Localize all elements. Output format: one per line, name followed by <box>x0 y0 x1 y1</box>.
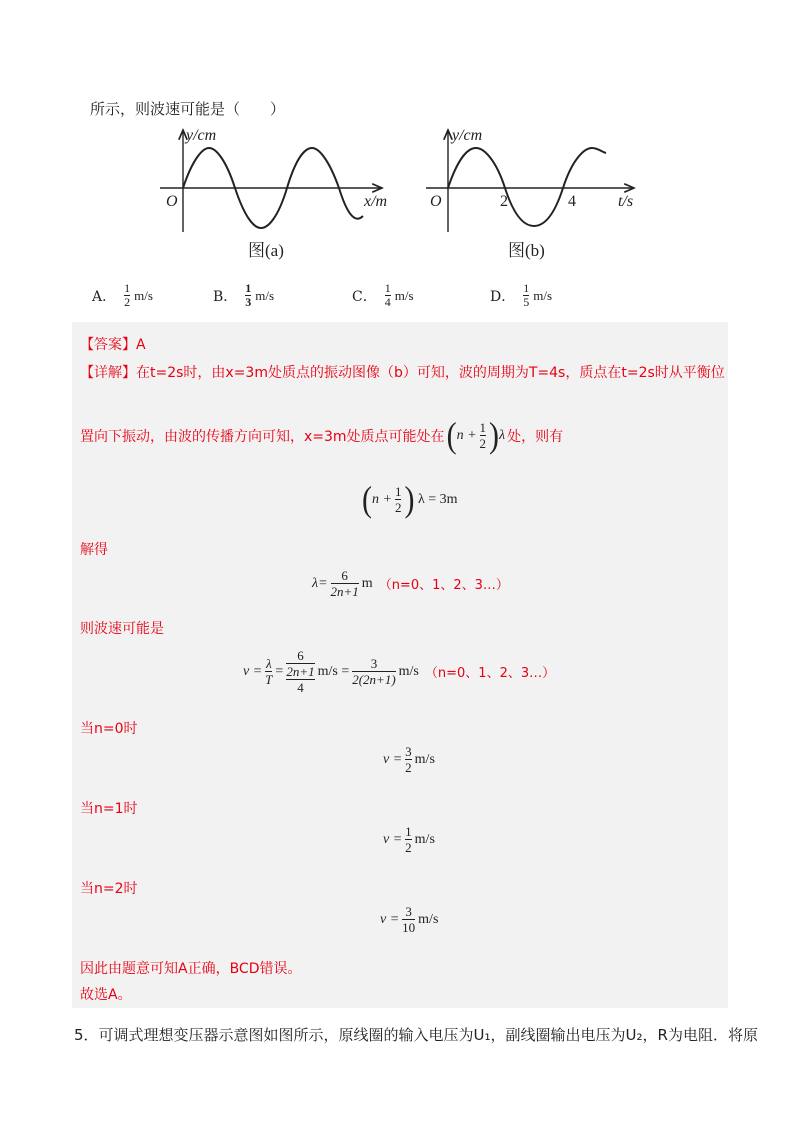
option-c-fraction: $\frac{1}{4}$ <box>384 281 391 309</box>
y-label-b: y/cm <box>452 127 483 144</box>
figure-a <box>150 120 410 269</box>
equation-2: λ= 6 2n+1 m （n=0、1、2、3…） <box>312 568 509 599</box>
case-0-equation: v = 3 2 m/s <box>383 744 435 775</box>
figure-b <box>418 120 658 269</box>
speed-intro: 则波速可能是 <box>80 621 164 637</box>
caption-b: 图(b) <box>508 241 545 260</box>
case-2-equation: v = 3 10 m/s <box>380 904 439 935</box>
equation-3: v = λ T = 6 2n+1 4 m/s = 3 2(2n+1) m/s （n=0、1、2、3…） <box>243 648 556 695</box>
solve-label: 解得 <box>80 542 108 558</box>
x-label-b: t/s <box>618 193 634 210</box>
inline-expr: ( n + 1 2 ) λ <box>446 415 506 455</box>
y-label-a: y/cm <box>186 127 217 144</box>
option-a-letter: A． <box>92 288 117 305</box>
caption-a: 图(a) <box>248 241 284 260</box>
tick-2: 2 <box>500 193 508 210</box>
wave-graph-a <box>150 120 410 265</box>
final-answer: 故选A。 <box>80 987 132 1003</box>
case-1-label: 当n=1时 <box>80 801 138 817</box>
case-1-equation: v = 1 2 m/s <box>383 824 435 855</box>
option-b-letter: B． <box>213 288 238 305</box>
tick-4: 4 <box>568 193 576 210</box>
option-b-fraction: $\frac{1}{3}$ <box>245 281 252 309</box>
wave-graph-b <box>418 120 658 265</box>
x-label-a: x/m <box>364 193 388 210</box>
case-0-label: 当n=0时 <box>80 721 138 737</box>
option-c-letter: C． <box>352 288 377 305</box>
origin-b: O <box>430 193 442 210</box>
option-c[interactable]: C． $\frac{1}{4}$ m/s <box>352 281 414 309</box>
detail-line-1: 【详解】在t=2s时，由x=3m处质点的振动图像（b）可知，波的周期为T=4s，质点在t=2s时从平衡位 <box>80 365 725 381</box>
conclusion: 因此由题意可知A正确，BCD错误。 <box>80 961 302 977</box>
option-a[interactable]: A． $\frac{1}{2}$ m/s <box>92 281 153 309</box>
question-stem: 所示，则波速可能是（ ） <box>90 100 286 118</box>
origin-a: O <box>166 193 178 210</box>
equation-1: ( n + 1 2 ) λ = 3m <box>362 479 458 519</box>
option-b[interactable]: B． $\frac{1}{3}$ m/s <box>213 281 275 309</box>
question-5-text: 5．可调式理想变压器示意图如图所示，原线圈的输入电压为U₁，副线圈输出电压为U₂，R为电阻．将原 <box>74 1026 758 1044</box>
option-d-letter: D． <box>490 288 516 305</box>
option-d[interactable]: D． $\frac{1}{5}$ m/s <box>490 281 553 309</box>
answer-line: 【答案】A <box>80 337 146 353</box>
option-a-fraction: $\frac{1}{2}$ <box>124 281 131 309</box>
wave-curve-b <box>448 148 606 226</box>
case-2-label: 当n=2时 <box>80 881 138 897</box>
detail-line-2: 置向下振动，由波的传播方向可知，x=3m处质点可能处在 ( n + 1 2 ) λ 处，则有 <box>80 415 564 455</box>
option-d-fraction: $\frac{1}{5}$ <box>523 281 530 309</box>
